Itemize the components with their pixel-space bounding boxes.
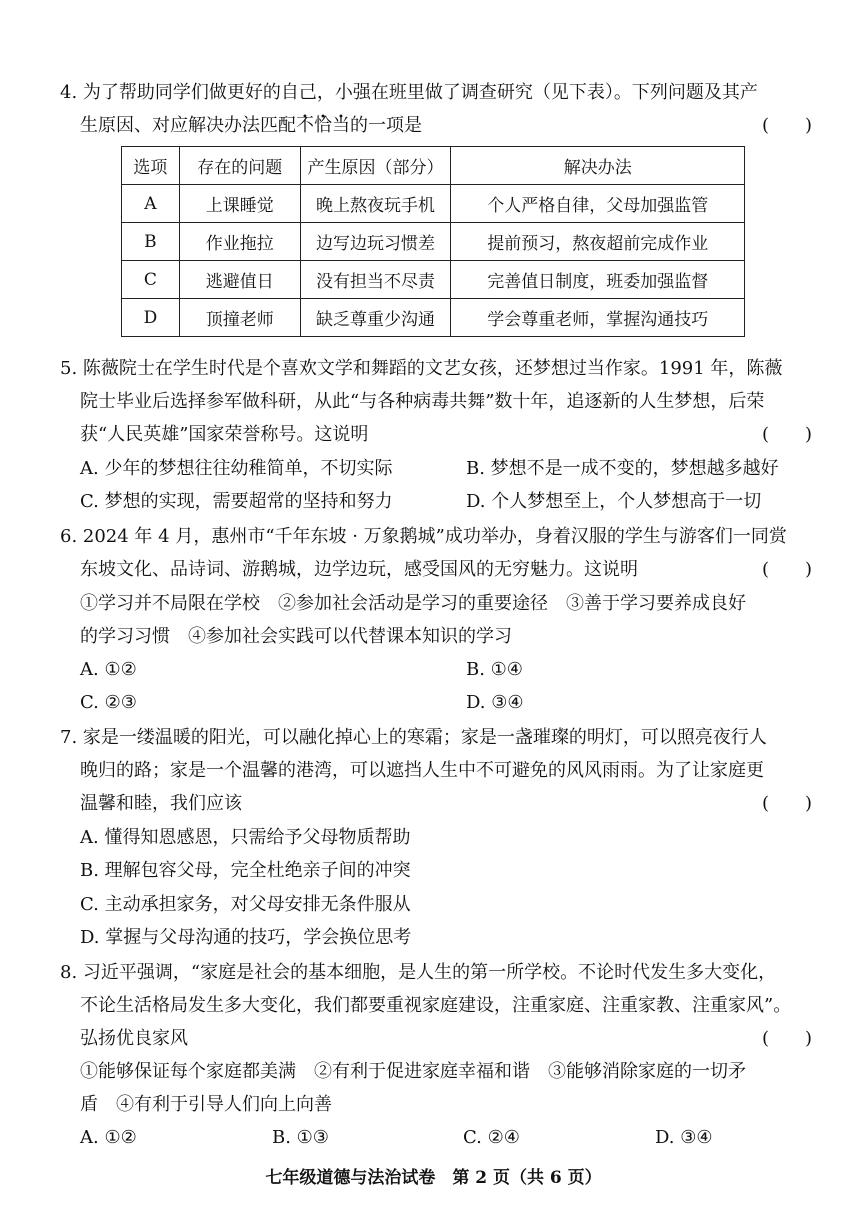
q8-line-2: 不论生活格局发生多大变化，我们都要重视家庭建设，注重家庭、注重家教、注重家风”。 xyxy=(80,995,792,1016)
q8-answer-paren: ( ) xyxy=(761,1028,812,1049)
q6-option-a: A. ①② xyxy=(80,659,137,680)
table-cell: D xyxy=(122,299,180,337)
q7-line-1: 7. 家是一缕温暖的阳光，可以融化掉心上的寒霜；家是一盏璀璨的明灯，可以照亮夜行人 xyxy=(60,727,767,748)
q5-line-2: 院士毕业后选择参军做科研，从此“与各种病毒共舞”数十年，追逐新的人生梦想，后荣 xyxy=(80,391,765,412)
q8-option-c: C. ②④ xyxy=(463,1127,520,1148)
table-cell: 没有担当不尽责 xyxy=(300,261,451,299)
q4-line-2-text-b: 的一项是 xyxy=(350,115,422,136)
q4-table-header: 产生原因（部分） xyxy=(300,147,451,185)
table-cell: 完善值日制度，班委加强监督 xyxy=(451,261,745,299)
q5-option-d: D. 个人梦想至上，个人梦想高于一切 xyxy=(466,491,762,512)
q5-line-1: 5. 陈薇院士在学生时代是个喜欢文学和舞蹈的文艺女孩，还梦想过当作家。1991 年，陈薇 xyxy=(60,358,783,379)
q8-option-b: B. ①③ xyxy=(272,1127,329,1148)
table-cell: 缺乏尊重少沟通 xyxy=(300,299,451,337)
q5-line-3: 获“人民英雄”国家荣誉称号。这说明 xyxy=(80,424,369,445)
q4-table-header: 存在的问题 xyxy=(179,147,300,185)
table-cell: 提前预习，熬夜超前完成作业 xyxy=(451,223,745,261)
q4-emphasis-char-3: 当 xyxy=(332,115,350,136)
q4-answer-paren: ( ) xyxy=(761,115,812,136)
table-cell: 顶撞老师 xyxy=(179,299,300,337)
q6-line-4: 的学习习惯 ④参加社会实践可以代替课本知识的学习 xyxy=(80,626,512,647)
q5-option-c: C. 梦想的实现，需要超常的坚持和努力 xyxy=(80,491,393,512)
q7-line-3: 温馨和睦，我们应该 xyxy=(80,793,242,814)
table-row xyxy=(122,261,745,299)
table-cell: B xyxy=(122,223,180,261)
q8-option-a: A. ①② xyxy=(80,1127,137,1148)
q7-line-2: 晚归的路；家是一个温馨的港湾，可以遮挡人生中不可避免的风风雨雨。为了让家庭更 xyxy=(80,760,764,781)
q6-line-1: 6. 2024 年 4 月，惠州市“千年东坡 · 万象鹅城”成功举办，身着汉服的学生与游客们一同赏 xyxy=(60,526,787,547)
q5-option-b: B. 梦想不是一成不变的，梦想越多越好 xyxy=(466,458,779,479)
q4-table xyxy=(121,146,745,337)
q8-line-1: 8. 习近平强调，“家庭是社会的基本细胞，是人生的第一所学校。不论时代发生多大变化， xyxy=(60,962,777,983)
q4-table-header: 解决办法 xyxy=(451,147,745,185)
q7-option-b: B. 理解包容父母，完全杜绝亲子间的冲突 xyxy=(80,860,411,881)
page-footer: 七年级道德与法治试卷 第 2 页（共 6 页） xyxy=(265,1168,602,1188)
q4-emphasis-char-2: 恰 xyxy=(314,115,332,136)
q4-table-header: 选项 xyxy=(122,147,180,185)
table-cell: 学会尊重老师，掌握沟通技巧 xyxy=(451,299,745,337)
table-row xyxy=(122,299,745,337)
q4-line-2-text-a: 生原因、对应解决办法匹配 xyxy=(80,115,296,136)
q8-line-4: ①能够保证每个家庭都美满 ②有利于促进家庭幸福和谐 ③能够消除家庭的一切矛 xyxy=(80,1061,746,1082)
table-row xyxy=(122,185,745,223)
table-row xyxy=(122,223,745,261)
table-cell: A xyxy=(122,185,180,223)
q7-option-a: A. 懂得知恩感恩，只需给予父母物质帮助 xyxy=(80,827,411,848)
q6-option-b: B. ①④ xyxy=(466,659,523,680)
q4-table-header-row xyxy=(122,147,745,185)
table-cell: 逃避值日 xyxy=(179,261,300,299)
q6-option-c: C. ②③ xyxy=(80,692,137,713)
q8-line-5: 盾 ④有利于引导人们向上向善 xyxy=(80,1094,332,1115)
q4-emphasis-char-1: 不 xyxy=(296,115,314,136)
q6-line-2: 东坡文化、品诗词、游鹅城，边学边玩，感受国风的无穷魅力。这说明 xyxy=(80,559,638,580)
q6-option-d: D. ③④ xyxy=(466,692,524,713)
table-cell: 作业拖拉 xyxy=(179,223,300,261)
q4-line-1: 4. 为了帮助同学们做更好的自己，小强在班里做了调查研究（见下表）。下列问题及其产 xyxy=(60,82,758,103)
q5-answer-paren: ( ) xyxy=(761,424,812,445)
q8-line-3: 弘扬优良家风 xyxy=(80,1028,188,1049)
q7-option-c: C. 主动承担家务，对父母安排无条件服从 xyxy=(80,894,411,915)
q4-line-2 xyxy=(80,113,810,139)
table-cell: 边写边玩习惯差 xyxy=(300,223,451,261)
q7-option-d: D. 掌握与父母沟通的技巧，学会换位思考 xyxy=(80,927,412,948)
q6-answer-paren: ( ) xyxy=(761,559,812,580)
table-cell: C xyxy=(122,261,180,299)
q8-option-d: D. ③④ xyxy=(655,1127,713,1148)
table-cell: 上课睡觉 xyxy=(179,185,300,223)
q5-option-a: A. 少年的梦想往往幼稚简单，不切实际 xyxy=(80,458,393,479)
table-cell: 个人严格自律，父母加强监管 xyxy=(451,185,745,223)
q6-line-3: ①学习并不局限在学校 ②参加社会活动是学习的重要途径 ③善于学习要养成良好 xyxy=(80,593,746,614)
q7-answer-paren: ( ) xyxy=(761,793,812,814)
table-cell: 晚上熬夜玩手机 xyxy=(300,185,451,223)
